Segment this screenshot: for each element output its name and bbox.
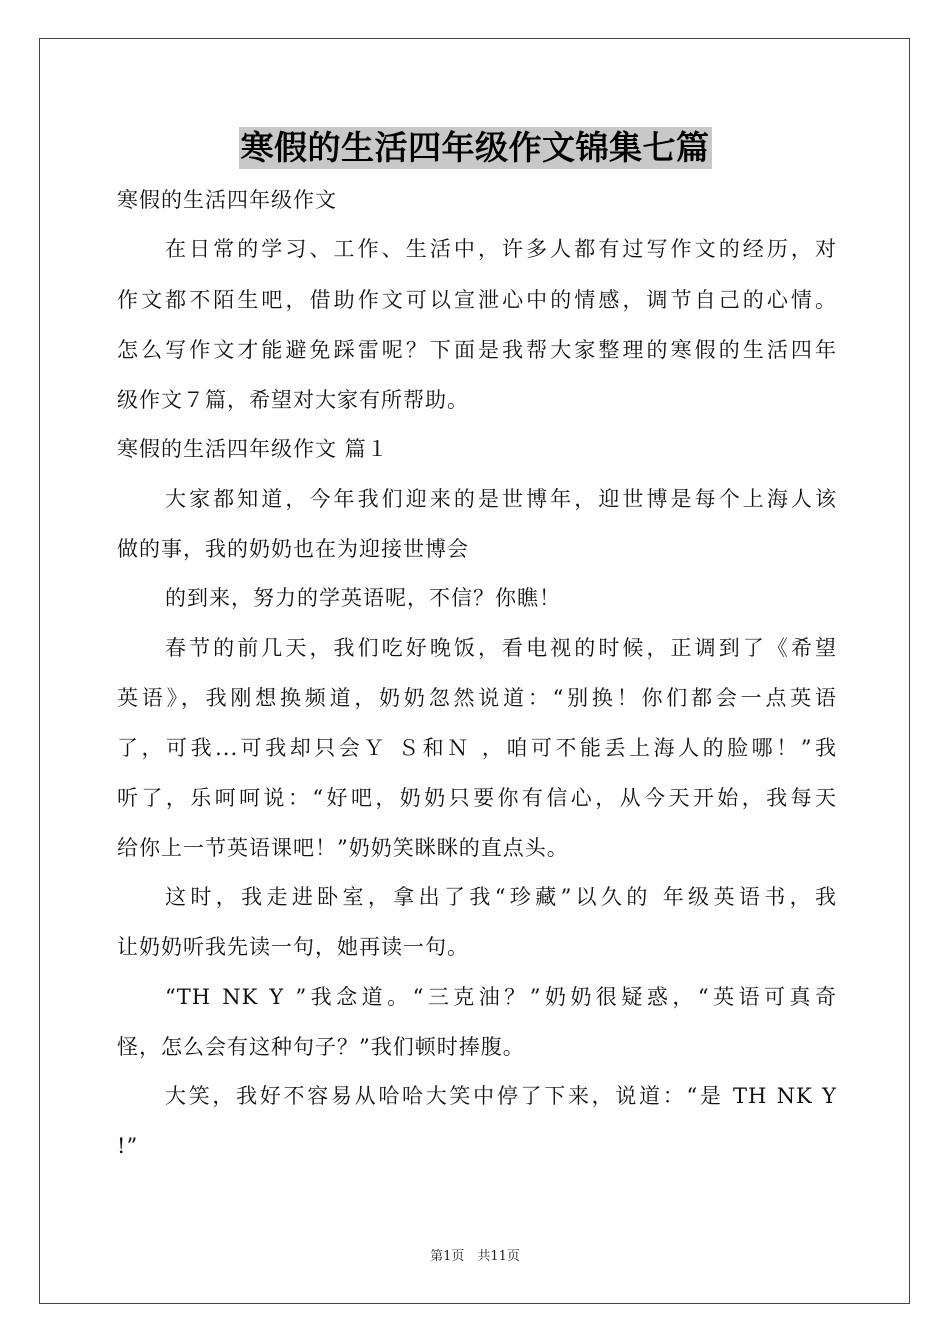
body-line: 英语》，我刚想换频道，奶奶忽然说道：“别换！你们都会一点英语	[117, 686, 837, 710]
page-border	[39, 38, 910, 1304]
body-line: 大家都知道，今年我们迎来的是世博年，迎世博是每个上海人该	[165, 487, 837, 511]
body-line: 的到来，努力的学英语呢，不信？你瞧！	[165, 586, 561, 610]
subtitle: 寒假的生活四年级作文	[117, 188, 337, 212]
title-container	[0, 127, 950, 169]
intro-line: 在日常的学习、工作、生活中，许多人都有过写作文的经历，对	[165, 237, 837, 261]
body-line: 给你上一节英语课吧！”奶奶笑眯眯的直点头。	[117, 836, 569, 860]
body-line: 大笑，我好不容易从哈哈大笑中停了下来，说道：“是 TH NK Y	[165, 1084, 837, 1108]
intro-line: 级作文７篇，希望对大家有所帮助。	[117, 388, 469, 412]
document-title: 寒假的生活四年级作文锦集七篇	[240, 128, 710, 167]
body-line: 春节的前几天，我们吃好晚饭，看电视的时候，正调到了《希望	[165, 636, 837, 660]
body-line: 让奶奶听我先读一句，她再读一句。	[117, 935, 469, 959]
body-line: 怪，怎么会有这种句子？”我们顿时捧腹。	[117, 1035, 525, 1059]
page-footer: 第1页 共11页	[430, 1249, 520, 1264]
body-line: 做的事，我的奶奶也在为迎接世博会	[117, 537, 469, 561]
intro-line: 作文都不陌生吧，借助作文可以宣泄心中的情感，调节自己的心情。	[117, 288, 837, 312]
body-line: 这时，我走进卧室，拿出了我“珍藏”以久的 年级英语书，我	[165, 885, 837, 909]
body-line: “TH NK Y ”我念道。“三克油？”奶奶很疑惑，“英语可真奇	[165, 985, 837, 1009]
body-line: !”	[117, 1134, 139, 1158]
section-heading: 寒假的生活四年级作文 篇１	[117, 437, 389, 461]
intro-line: 怎么写作文才能避免踩雷呢？下面是我帮大家整理的寒假的生活四年	[117, 338, 837, 362]
body-line: 了，可我...可我却只会Ｙ Ｓ和Ｎ ，咱可不能丢上海人的脸哪！”我	[117, 736, 837, 760]
body-line: 听了，乐呵呵说：“好吧，奶奶只要你有信心，从今天开始，我每天	[117, 786, 837, 810]
